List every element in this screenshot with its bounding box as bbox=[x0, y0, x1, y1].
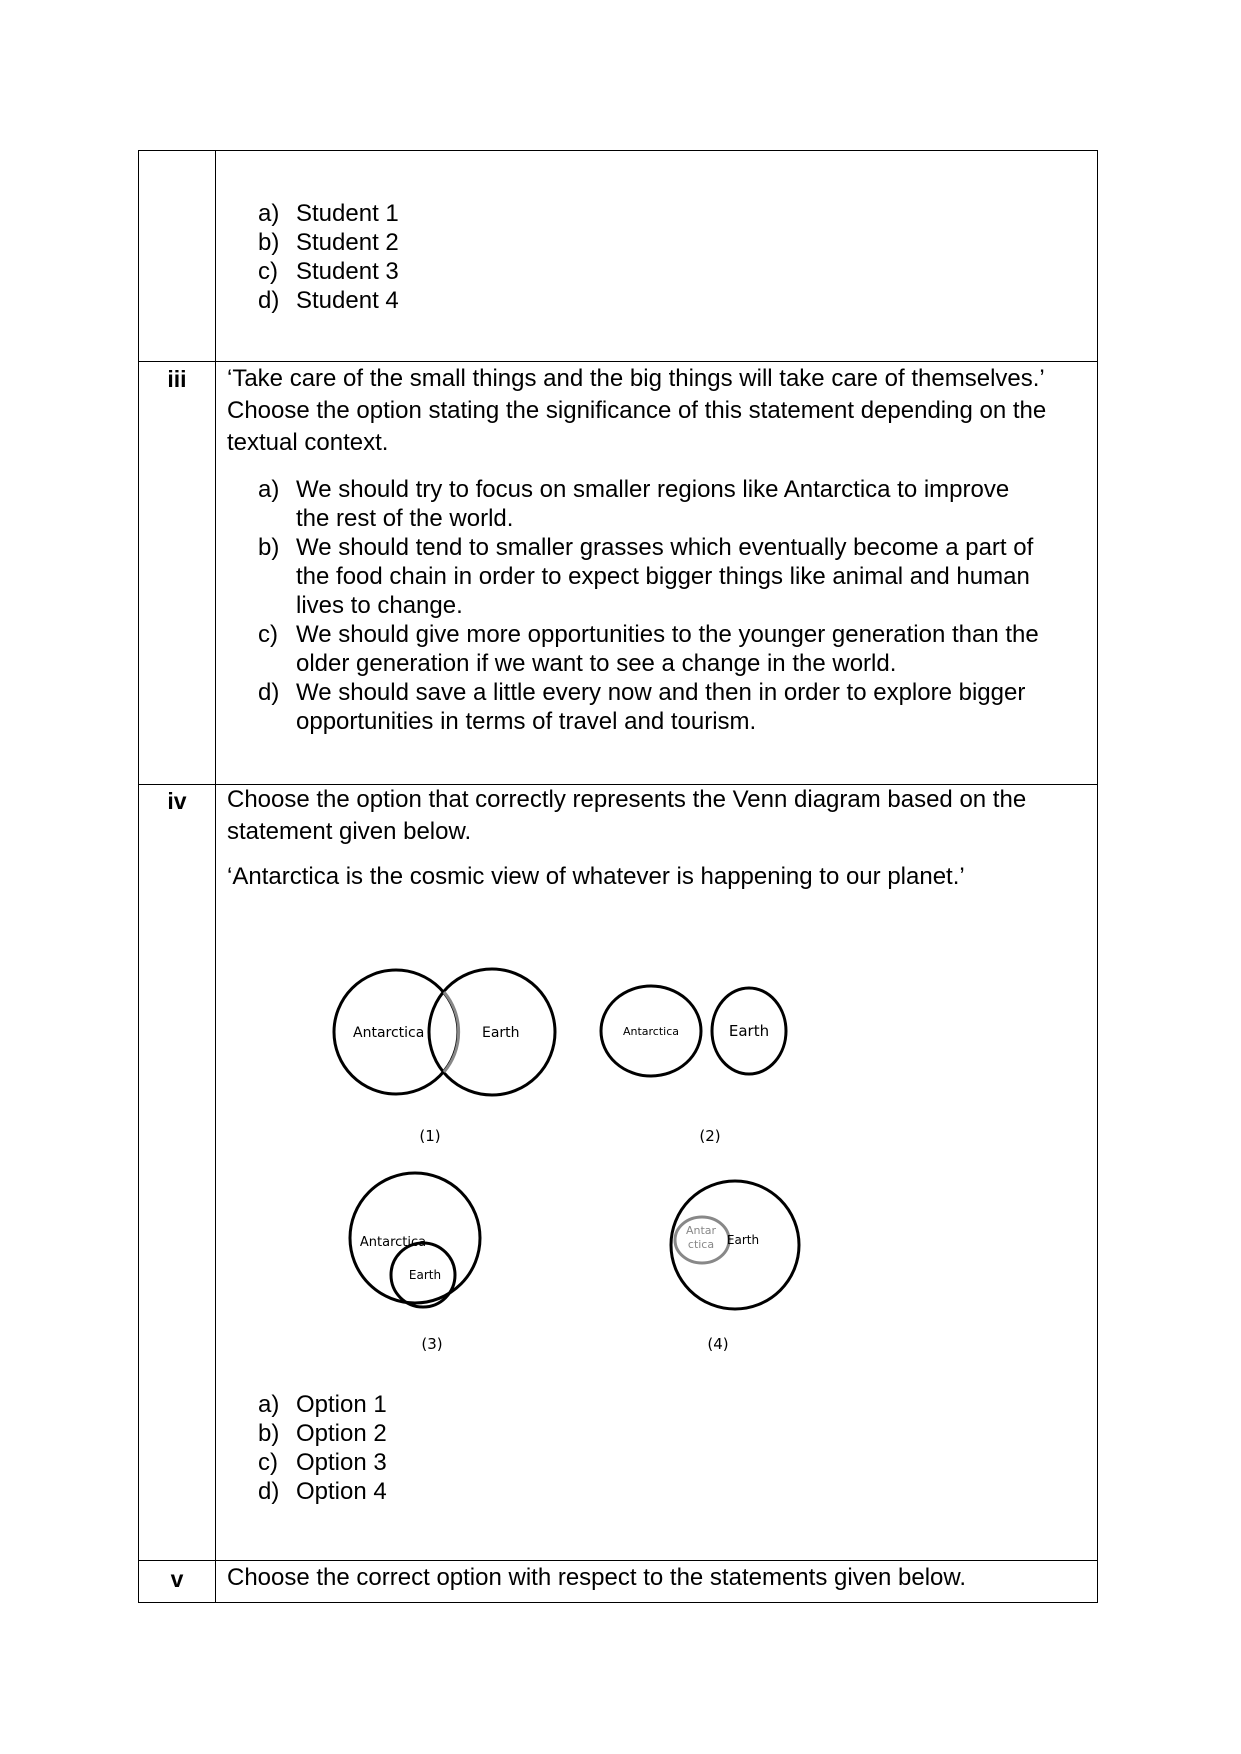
venn-diagram-4 bbox=[671, 1181, 799, 1353]
venn-label-earth: Earth bbox=[728, 1022, 770, 1040]
question-iii-stem: ‘Take care of the small things and the big things will take care of themselves.’ Choose the option stating the significance of this statement depending on the textual context. bbox=[227, 365, 1047, 456]
venn-label-antarctica: ctica bbox=[687, 1238, 715, 1251]
venn-label-earth: Earth bbox=[408, 1268, 442, 1282]
question-number-iv: iv bbox=[167, 788, 187, 814]
venn-diagram-3 bbox=[350, 1173, 480, 1353]
option-item: c) We should give more opportunities to the younger generation than the older generation if we want to see a change in the world. bbox=[258, 621, 1039, 677]
option-item: b) We should tend to smaller grasses which eventually become a part of the food chain in order to expect bigger things like animal and human lives to change. bbox=[258, 534, 1034, 619]
venn-diagrams bbox=[138, 150, 1098, 1603]
question-iv-quote: ‘Antarctica is the cosmic view of whatever is happening to our planet.’ bbox=[227, 863, 965, 890]
venn-label-antarctica: Antarctica bbox=[353, 1025, 425, 1041]
option-item: b) Student 2 bbox=[258, 229, 399, 256]
question-number-iii: iii bbox=[167, 366, 187, 392]
option-item: a) We should try to focus on smaller regions like Antarctica to improve the rest of the world. bbox=[258, 476, 1010, 532]
venn-label-antarctica: Antarctica bbox=[622, 1025, 680, 1038]
venn-label-earth: Earth bbox=[726, 1233, 760, 1247]
diagram-caption-2: (2) bbox=[699, 1127, 721, 1145]
option-item: d) We should save a little every now and then in order to explore bigger opportunities in terms of travel and tourism. bbox=[258, 679, 1026, 735]
diagram-caption-1: (1) bbox=[419, 1127, 441, 1145]
question-v-stem: Choose the correct option with respect to the statements given below. bbox=[227, 1564, 967, 1591]
venn-diagram-1 bbox=[334, 969, 555, 1145]
venn-overlap-arc bbox=[444, 992, 459, 1072]
option-item: a) Student 1 bbox=[258, 200, 399, 227]
venn-diagram-2 bbox=[601, 986, 786, 1145]
option-item: d) Option 4 bbox=[258, 1478, 387, 1505]
option-item: a) Option 1 bbox=[258, 1391, 387, 1418]
venn-label-antarctica: Antar bbox=[685, 1224, 717, 1237]
diagram-caption-4: (4) bbox=[707, 1335, 729, 1353]
diagram-caption-3: (3) bbox=[421, 1335, 443, 1353]
option-item: c) Student 3 bbox=[258, 258, 399, 285]
venn-label-antarctica: Antarctica bbox=[359, 1235, 427, 1250]
question-iv-options bbox=[258, 1390, 1078, 1506]
option-item: b) Option 2 bbox=[258, 1420, 387, 1447]
venn-label-earth: Earth bbox=[482, 1025, 520, 1041]
option-item: d) Student 4 bbox=[258, 287, 399, 314]
question-number-v: v bbox=[170, 1566, 184, 1592]
question-table bbox=[138, 150, 1098, 1603]
option-item: c) Option 3 bbox=[258, 1449, 387, 1476]
question-iv-stem: Choose the option that correctly represents the Venn diagram based on the statement given below. bbox=[227, 786, 1027, 845]
